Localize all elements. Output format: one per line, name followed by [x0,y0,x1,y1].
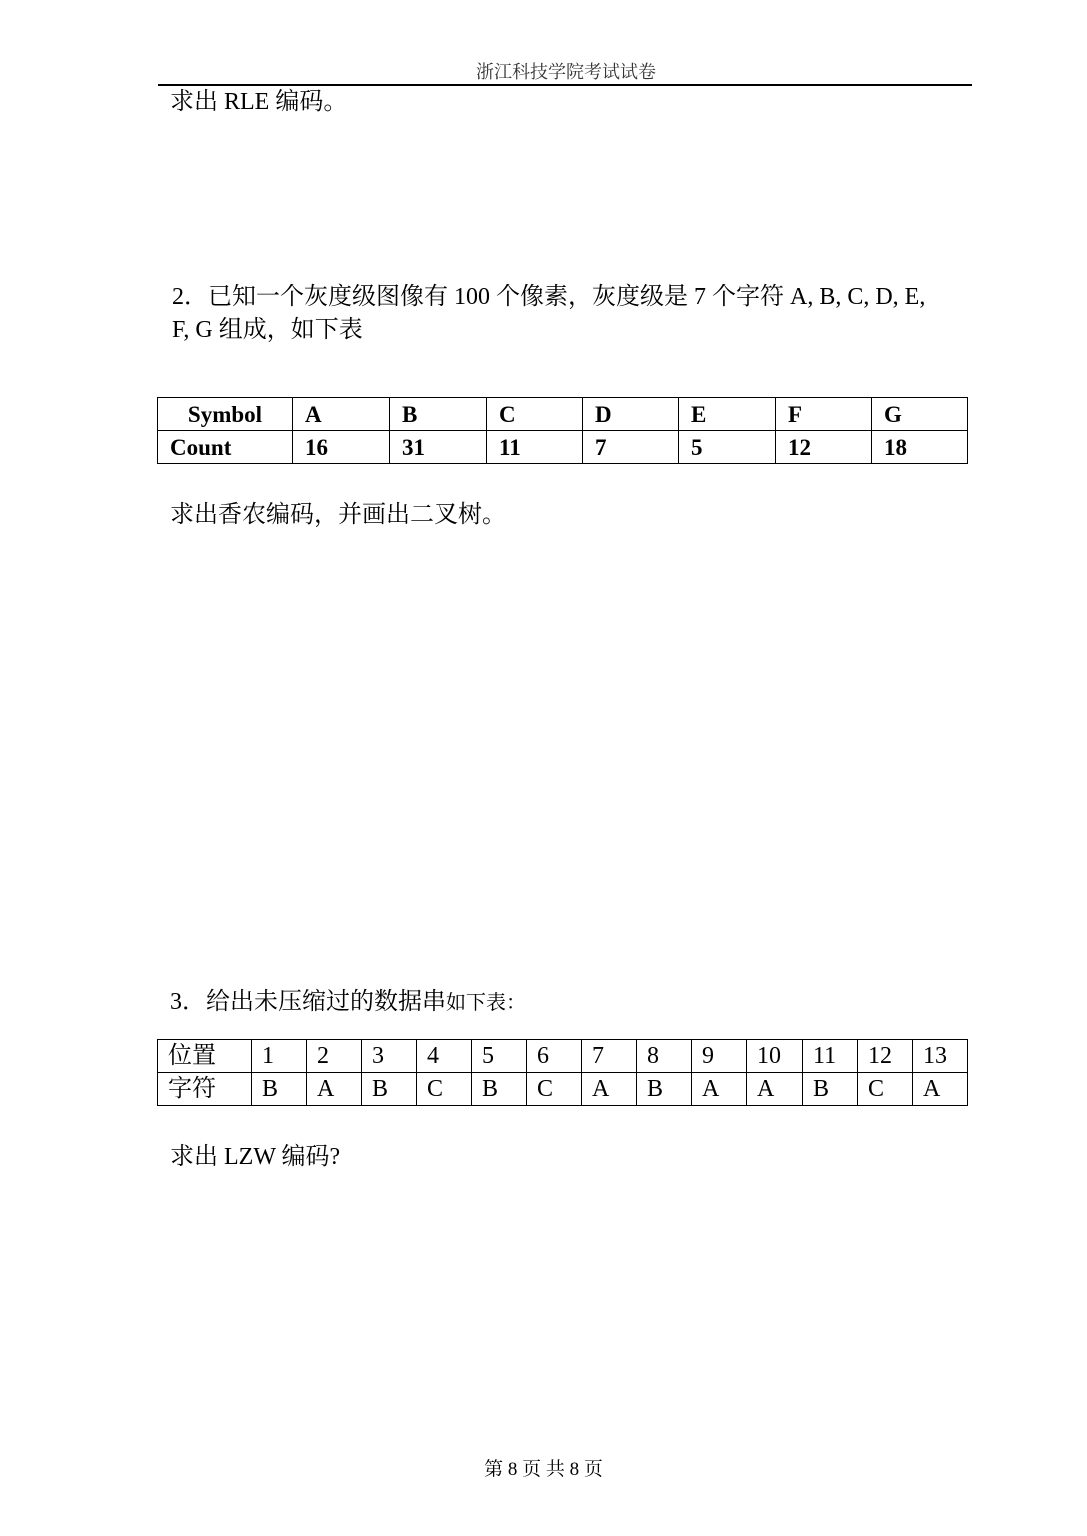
table-cell: D [583,398,679,431]
table-cell: B [252,1073,307,1106]
q3-ask-text: 求出 LZW 编码? [170,1144,341,1170]
table-cell: A [692,1073,747,1106]
table-cell: A [582,1073,637,1106]
table-cell: 11 [803,1040,858,1073]
table-cell: 9 [692,1040,747,1073]
table-row-char [158,1073,968,1106]
row-label-count: Count [158,431,293,464]
table-cell: B [390,398,487,431]
table-row-count [158,431,968,464]
table-cell: B [637,1073,692,1106]
table-cell: B [803,1073,858,1106]
table-cell: C [487,398,583,431]
table-cell: 11 [487,431,583,464]
table-cell: 8 [637,1040,692,1073]
table-cell: 4 [417,1040,472,1073]
row-label-symbol: Symbol [158,398,293,431]
table-cell: A [747,1073,803,1106]
row-label-position: 位置 [158,1040,252,1073]
table-cell: A [913,1073,968,1106]
table-cell: G [872,398,968,431]
q2-text-line1: 2．已知一个灰度级图像有 100 个像素，灰度级是 7 个字符 A, B, C, D, E, [172,284,926,310]
table-cell: 6 [527,1040,582,1073]
table-cell: 18 [872,431,968,464]
q3-intro-small: 如下表： [446,992,526,1014]
table-cell: 13 [913,1040,968,1073]
lzw-position-table [157,1039,968,1106]
table-cell: B [472,1073,527,1106]
table-cell: A [307,1073,362,1106]
table-cell: 5 [472,1040,527,1073]
table-cell: 2 [307,1040,362,1073]
page-header: 浙江科技学院考试试卷 [476,62,656,82]
table-cell: 7 [583,431,679,464]
table-row-symbol [158,398,968,431]
table-cell: 12 [776,431,872,464]
table-cell: 31 [390,431,487,464]
row-label-char: 字符 [158,1073,252,1106]
table-cell: B [362,1073,417,1106]
table-cell: 7 [582,1040,637,1073]
q1-tail-text: 求出 RLE 编码。 [170,89,348,115]
table-cell: E [679,398,776,431]
table-cell: 16 [293,431,390,464]
page-footer: 第 8 页 共 8 页 [484,1459,603,1480]
q2-ask-text: 求出香农编码，并画出二叉树。 [170,502,506,528]
q3-intro-text [170,990,526,1014]
table-cell: C [858,1073,913,1106]
table-cell: C [417,1073,472,1106]
table-cell: 1 [252,1040,307,1073]
table-cell: 10 [747,1040,803,1073]
table-cell: 3 [362,1040,417,1073]
symbol-count-table [157,397,968,464]
table-cell: A [293,398,390,431]
table-cell: 5 [679,431,776,464]
q2-text-line2: F, G 组成，如下表 [172,317,363,343]
header-rule [158,84,972,86]
table-cell: 12 [858,1040,913,1073]
table-cell: F [776,398,872,431]
table-cell: C [527,1073,582,1106]
table-row-position [158,1040,968,1073]
q3-intro-main: 3．给出未压缩过的数据串 [170,989,446,1015]
